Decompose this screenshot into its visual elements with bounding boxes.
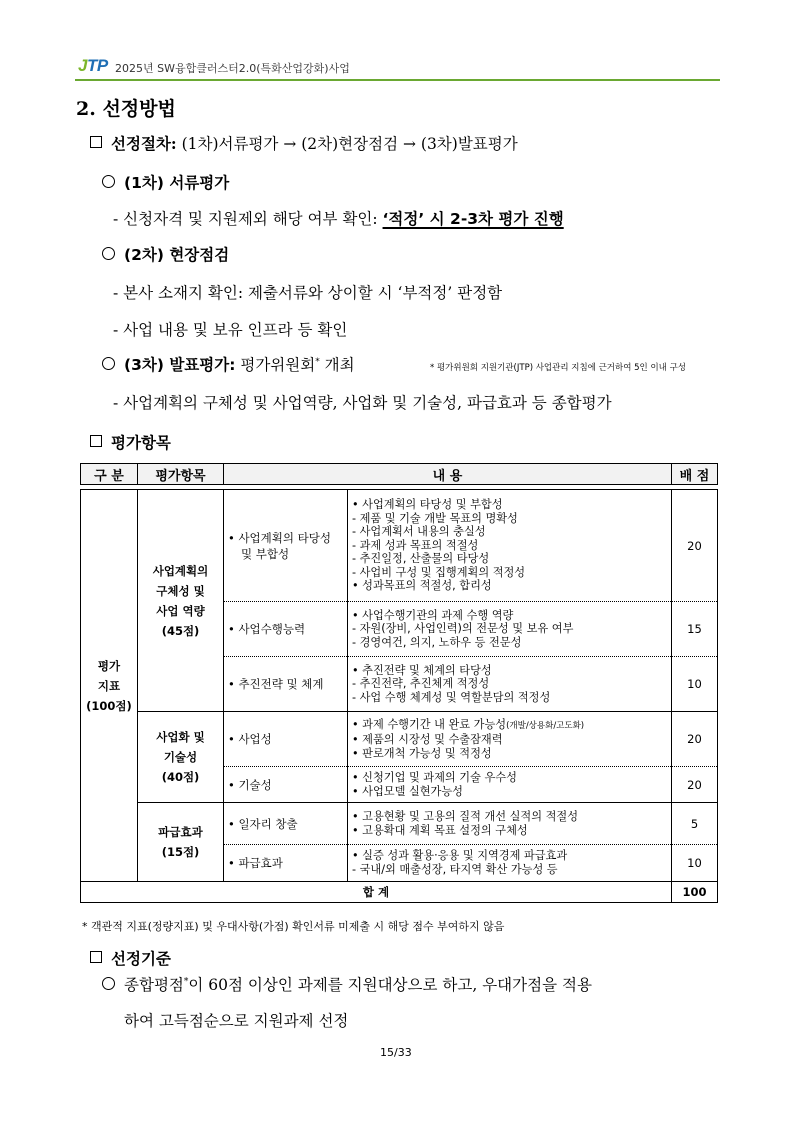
category-cell-commercial: 사업화 및 기술성 (40점) [138, 712, 224, 803]
content-cell: • 고용현황 및 고용의 질적 개선 실적의 적절성 • 고용확대 계획 목표 설정의 구체성 [348, 803, 672, 845]
content-cell: • 과제 수행기간 내 완료 가능성(개발/상용화/고도화) • 제품의 시장성 및 수출잠재력 • 판로개척 가능성 및 적정성 [348, 712, 672, 767]
points-cell: 20 [672, 767, 718, 803]
step2-title-line [102, 243, 229, 265]
eval-title: 평가항목 [111, 434, 171, 452]
points-cell: 20 [672, 712, 718, 767]
criteria-line-1: 종합평점*이 60점 이상인 과제를 지원대상으로 하고, 우대가점을 적용 [102, 973, 592, 995]
category-cell-plan: 사업계획의 구체성 및 사업 역량 (45점) [138, 490, 224, 712]
points-cell: 10 [672, 657, 718, 712]
square-bullet-icon [90, 136, 102, 148]
table-row [81, 712, 718, 767]
circle-bullet-icon [102, 175, 115, 188]
step1-detail: - 신청자격 및 지원제외 해당 여부 확인: ‘적정’ 시 2-3차 평가 진행 [113, 210, 564, 228]
item-cell: • 사업성 [224, 712, 348, 767]
step3-footnote: * 평가위원회 지원기관(JTP) 사업관리 지침에 근거하여 5인 이내 구성 [430, 363, 687, 373]
table-row [81, 803, 718, 845]
content-cell: • 사업계획의 타당성 및 부합성 - 제품 및 기술 개발 목표의 명확성 - 사업계획서 내용의 충실성 - 과제 성과 목표의 적절성 - 추진일정, 산출물의 타당성 - 사업비 구성 및 집행계획의 적정성 • 성과목표의 적절성, 합리성 [348, 490, 672, 602]
points-cell: 20 [672, 490, 718, 602]
step3-title: (3차) 발표평가 [124, 356, 230, 374]
item-cell: • 사업수행능력 [224, 602, 348, 657]
criteria-title: 선정기준 [111, 950, 171, 968]
item-cell: • 추진전략 및 체계 [224, 657, 348, 712]
circle-bullet-icon [102, 247, 115, 260]
header-eval-item: 평가항목 [138, 464, 224, 485]
page-number: 15/33 [380, 1046, 412, 1059]
section-title: 2. 선정방법 [76, 98, 176, 120]
points-cell: 15 [672, 602, 718, 657]
eval-title-line [90, 431, 171, 453]
header-points: 배 점 [672, 464, 718, 485]
item-cell: • 일자리 창출 [224, 803, 348, 845]
step1-title-line [102, 171, 229, 193]
table-row [81, 490, 718, 602]
item-cell: • 파급효과 [224, 845, 348, 882]
header-divider [75, 79, 720, 81]
header-category: 구 분 [81, 464, 138, 485]
procedure-text: (1차)서류평가 → (2차)현장점검 → (3차)발표평가 [181, 135, 518, 153]
criteria-line-2: 하여 고득점순으로 지원과제 선정 [124, 1012, 349, 1030]
circle-bullet-icon [102, 977, 115, 990]
item-cell: • 사업계획의 타당성 및 부합성 [224, 490, 348, 602]
content-cell: • 실증 성과 활용·응용 및 지역경제 파급효과 - 국내/외 매출성장, 타지역 확산 가능성 등 [348, 845, 672, 882]
points-cell: 5 [672, 803, 718, 845]
table-header-row [81, 464, 718, 485]
points-cell: 10 [672, 845, 718, 882]
step3-title-line: (3차) 발표평가: 평가위원회* 개최 [102, 353, 355, 375]
step2-title: (2차) 현장점검 [124, 246, 230, 264]
table-total-row [81, 882, 718, 903]
step2-detail-1: - 본사 소재지 확인: 제출서류와 상이할 시 ‘부적정’ 판정함 [113, 284, 503, 302]
procedure-label: 선정절차 [111, 135, 171, 153]
jtp-logo: JTP [78, 56, 108, 75]
circle-bullet-icon [102, 357, 115, 370]
header-content: 내 용 [224, 464, 672, 485]
evaluation-table [80, 463, 718, 903]
table-footnote: * 객관적 지표(정량지표) 및 우대사항(가점) 확인서류 미제출 시 해당 점수 부여하지 않음 [82, 920, 505, 933]
square-bullet-icon [90, 435, 102, 447]
document-header-title: 2025년 SW융합클러스터2.0(특화산업강화)사업 [115, 62, 350, 75]
procedure-line: 선정절차: (1차)서류평가 → (2차)현장점검 → (3차)발표평가 [90, 132, 518, 154]
content-cell: • 사업수행기관의 과제 수행 역량 - 자원(장비, 사업인력)의 전문성 및 보유 여부 - 경영여건, 의지, 노하우 등 전문성 [348, 602, 672, 657]
square-bullet-icon [90, 951, 102, 963]
content-cell: • 추진전략 및 체계의 타당성 - 추진전략, 추진체계 적정성 - 사업 수행 체계성 및 역할분담의 적정성 [348, 657, 672, 712]
total-points: 100 [672, 882, 718, 903]
criteria-title-line [90, 947, 171, 969]
category-cell-impact: 파급효과 (15점) [138, 803, 224, 882]
item-cell: • 기술성 [224, 767, 348, 803]
step2-detail-2: - 사업 내용 및 보유 인프라 등 확인 [113, 321, 348, 339]
content-cell: • 신청기업 및 과제의 기술 우수성 • 사업모델 실현가능성 [348, 767, 672, 803]
group-label-cell: 평가 지표 (100점) [81, 490, 138, 882]
total-label: 합 계 [81, 882, 672, 903]
step3-detail: - 사업계획의 구체성 및 사업역량, 사업화 및 기술성, 파급효과 등 종합평가 [113, 394, 612, 412]
step1-emphasis: ‘적정’ 시 2-3차 평가 진행 [382, 210, 564, 228]
step1-title: (1차) 서류평가 [124, 174, 230, 192]
